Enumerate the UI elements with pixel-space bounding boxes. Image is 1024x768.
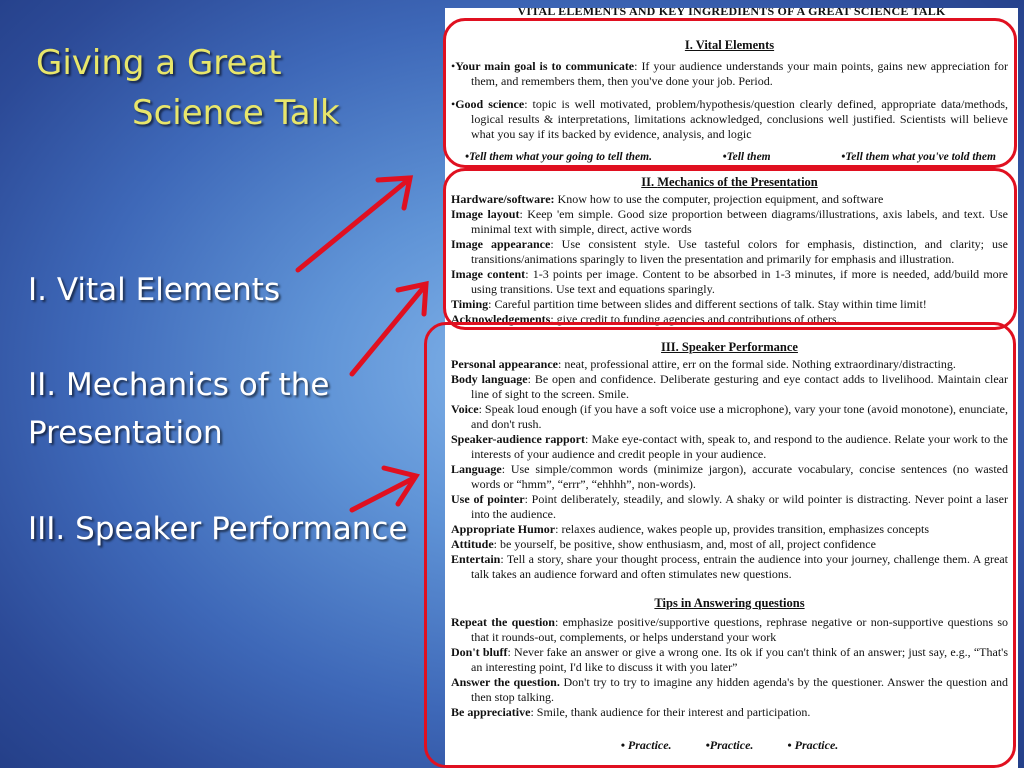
item-term: Image content (451, 267, 526, 281)
item-term: Appropriate Humor (451, 522, 556, 536)
item-text: : Be open and confidence. Deliberate gesturing and eye contact adds to livelihood. Maintain clear line of sight to the screen. Smile. (471, 372, 1008, 401)
item-text: : Make eye-contact with, speak to, and respond to the audience. Relate your work to the interests of your audience and credit people in your audience. (471, 432, 1008, 461)
item-term: Entertain (451, 552, 501, 566)
item-term: Speaker-audience rapport (451, 432, 585, 446)
item-term: Answer the question. (451, 675, 560, 689)
item-term: Attitude (451, 537, 494, 551)
arrow-line-1 (298, 180, 408, 270)
item-text: : Point deliberately, steadily, and slowly. A shaky or wild pointer is distracting. Never point a laser into the audience. (471, 492, 1008, 521)
item-term: Language (451, 462, 502, 476)
item-text: : relaxes audience, wakes people up, provides transition, emphasizes concepts (555, 522, 929, 536)
item-term: Use of pointer (451, 492, 525, 506)
item-term: Don't bluff (451, 645, 508, 659)
highlight-box-speaker-performance (424, 322, 1016, 768)
item-text: : Use simple/common words (minimize jargon), accurate vocabulary, concise sentences (no wasted words or “hmm”, “errr”, “ehhhh”, non-words). (471, 462, 1008, 491)
item-term: Image layout (451, 207, 520, 221)
item-text: : Careful partition time between slides and different sections of talk. Stay within time limit! (488, 297, 927, 311)
item-text: Don't try to try to imagine any hidden agenda's by the questioner. Answer the question and then stop talking. (471, 675, 1008, 704)
bullet-vital-elements: I. Vital Elements (28, 272, 281, 308)
slide-title-line1: Giving a Great (36, 43, 282, 83)
item-term: Be appreciative (451, 705, 531, 719)
item-term: Hardware/software: (451, 192, 555, 206)
slide-title-line2: Science Talk (132, 93, 340, 133)
item-text: : give credit to funding agencies and contributions of others. (550, 312, 840, 326)
item-text: : Use consistent style. Use tasteful colors for emphasis, distinction, and clarity; use transitions/animations sparingly to liven the presentation and primarily for emphasis and illustration. (471, 237, 1008, 266)
item-term: Personal appearance (451, 357, 558, 371)
item-text: : neat, professional attire, err on the formal side. Nothing extraordinary/distracting. (558, 357, 956, 371)
item-text: : Never fake an answer or give a wrong one. Its ok if you can't think of an answer; just say, e.g., “That's an interesting point, I'd like to discuss it with you later” (471, 645, 1008, 674)
arrow-head-3 (384, 468, 416, 504)
arrow-head-2 (398, 284, 426, 314)
item-text: : Smile, thank audience for their interest and participation. (530, 705, 811, 719)
tell-item: •Tell them what you've told them (841, 151, 996, 163)
item-text: : Keep 'em simple. Good size proportion between diagrams/illustrations, axis labels, and text. Use minimal text with simple, direct, active words (471, 207, 1008, 236)
item-text: : 1-3 points per image. Content to be absorbed in 1-3 minutes, if more is needed, add/build more using transitions. Use text and equations sparingly. (471, 267, 1009, 296)
item-term: Image appearance (451, 237, 551, 251)
item-text: : emphasize positive/supportive questions, rephrase negative or non-supportive questions so that it rounds-out, complements, or helps understand your work (471, 615, 1008, 644)
item-term: Voice (451, 402, 479, 416)
item-text: : Speak loud enough (if you have a soft voice use a microphone), vary your tone (avoid monotone), enunciate, and don't rush. (471, 402, 1008, 431)
highlight-box-mechanics (443, 168, 1017, 330)
paragraph-good-science: •Good science: topic is well motivated, problem/hypothesis/question clearly defined, appropriate data/methods, logical results & interpretations, limitations acknowledged, conclusions well justified. Scientists will believe what you say if its backed by evidence, analysis, and logic (451, 97, 1008, 141)
tell-item: •Tell them what your going to tell them. (465, 151, 652, 163)
item-text: : be yourself, be positive, show enthusiasm, and, most of all, project confidence (493, 537, 876, 551)
item-term: Acknowledgements (451, 312, 551, 326)
document-header: VITAL ELEMENTS AND KEY INGREDIENTS OF A GREAT SCIENCE TALK (517, 8, 946, 18)
paragraph-goal: •Your main goal is to communicate: If your audience understands your main points, gains new appreciation for them, and remembers them, then you've done your job. Period. (451, 59, 1008, 88)
practice-item: • Practice. (620, 738, 672, 752)
practice-item: • Practice. (787, 738, 839, 752)
arrow-head-1 (378, 178, 410, 208)
item-text: : Tell a story, share your thought process, entrain the audience into your journey, challenge them. A great talk takes an audience forward and often stimulates new questions. (471, 552, 1008, 581)
item-term: Body language (451, 372, 528, 386)
section-title: III. Speaker Performance (661, 340, 798, 354)
item-term: Timing (451, 297, 489, 311)
item-term: Repeat the question (451, 615, 555, 629)
item-text: Know how to use the computer, projection equipment, and software (554, 192, 884, 206)
practice-item: •Practice. (705, 738, 754, 752)
bullet-speaker-performance: III. Speaker Performance (28, 511, 408, 547)
section-title: I. Vital Elements (684, 38, 775, 52)
bullet-mechanics: II. Mechanics of the Presentation (28, 367, 330, 451)
slide-title (36, 38, 340, 138)
highlight-box-vital-elements (443, 18, 1017, 168)
tell-item: •Tell them (722, 151, 771, 163)
tips-title: Tips in Answering questions (654, 596, 805, 610)
section-title: II. Mechanics of the Presentation (641, 175, 818, 189)
